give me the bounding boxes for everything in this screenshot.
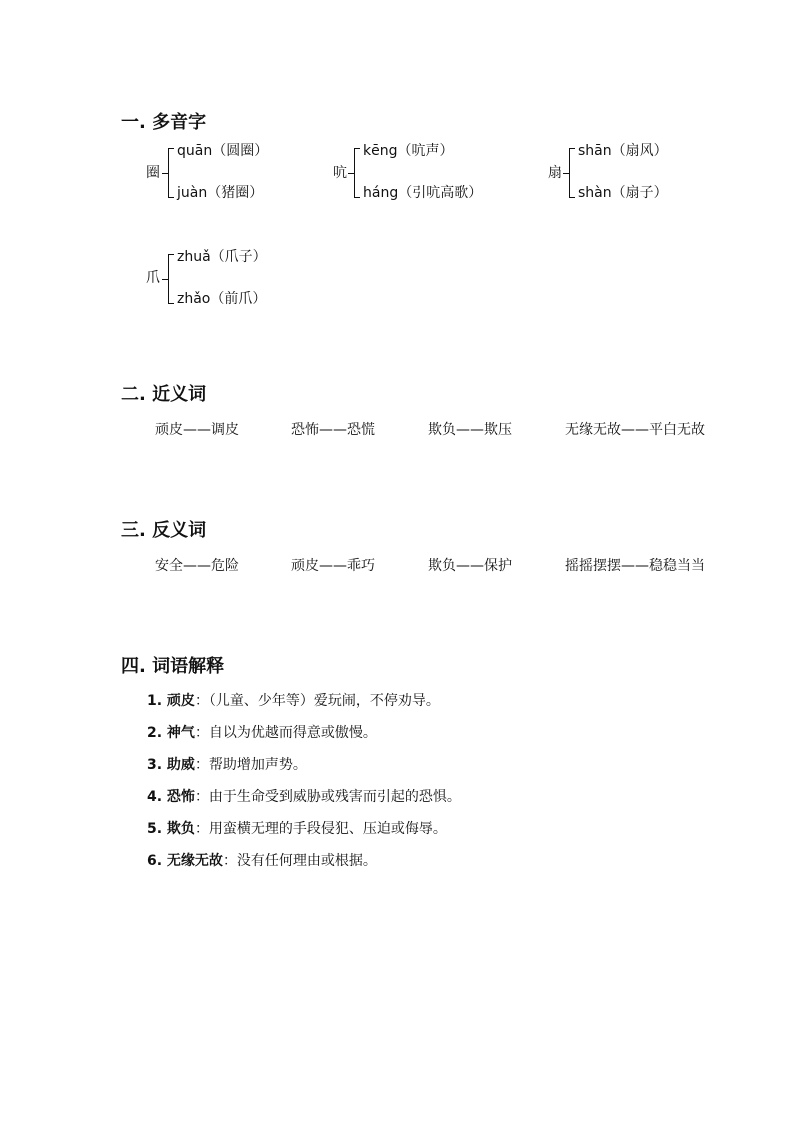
- antonym-pair: 欺负——保护: [428, 558, 512, 574]
- definition-item: [147, 818, 447, 838]
- definition-text: ：自以为优越而得意或傲慢。: [194, 725, 377, 741]
- definition-text: ：由于生命受到威胁或残害而引起的恐惧。: [194, 789, 461, 805]
- polyphone-reading: háng（引吭高歌）: [363, 185, 483, 201]
- definition-term: 3. 助威: [147, 757, 195, 773]
- section-title-polyphones: 一. 多音字: [121, 112, 207, 133]
- definition-text: ：用蛮横无理的手段侵犯、压迫或侮辱。: [194, 821, 447, 837]
- synonym-pair: 欺负——欺压: [428, 422, 512, 438]
- polyphone-reading: kēng（吭声）: [363, 143, 454, 159]
- polyphone-reading: quān（圆圈）: [177, 143, 269, 159]
- polyphone-reading: juàn（猪圈）: [177, 185, 264, 201]
- antonym-pair: 顽皮——乖巧: [291, 558, 375, 574]
- polyphone-reading: shān（扇风）: [578, 143, 668, 159]
- definition-item: [147, 722, 377, 742]
- definition-item: [147, 850, 377, 870]
- definition-text: ：（儿童、少年等）爱玩闹，不停劝导。: [194, 693, 440, 709]
- section-title-synonyms: 二. 近义词: [121, 384, 207, 405]
- polyphone-reading: zhǎo（前爪）: [177, 291, 267, 307]
- polyphone-char: 圈: [146, 165, 160, 181]
- definition-item: [147, 690, 440, 710]
- definition-item: [147, 754, 307, 774]
- definition-item: [147, 786, 461, 806]
- antonym-pair: 安全——危险: [155, 558, 239, 574]
- polyphone-reading: zhuǎ（爪子）: [177, 249, 267, 265]
- polyphone-char: 吭: [333, 165, 347, 181]
- definition-term: 5. 欺负: [147, 821, 195, 837]
- section-title-definitions: 四. 词语解释: [121, 656, 225, 677]
- definition-term: 1. 顽皮: [147, 693, 195, 709]
- antonym-pair: 摇摇摆摆——稳稳当当: [565, 558, 705, 574]
- synonym-pair: 顽皮——调皮: [155, 422, 239, 438]
- synonym-pair: 恐怖——恐慌: [291, 422, 375, 438]
- polyphone-reading: shàn（扇子）: [578, 185, 668, 201]
- synonym-pair: 无缘无故——平白无故: [565, 422, 705, 438]
- section-title-antonyms: 三. 反义词: [121, 520, 207, 541]
- definition-term: 6. 无缘无故: [147, 853, 223, 869]
- polyphone-char: 爪: [146, 270, 160, 286]
- definition-term: 4. 恐怖: [147, 789, 195, 805]
- definition-text: ：没有任何理由或根据。: [222, 853, 377, 869]
- polyphone-char: 扇: [548, 165, 562, 181]
- definition-text: ：帮助增加声势。: [194, 757, 307, 773]
- definition-term: 2. 神气: [147, 725, 195, 741]
